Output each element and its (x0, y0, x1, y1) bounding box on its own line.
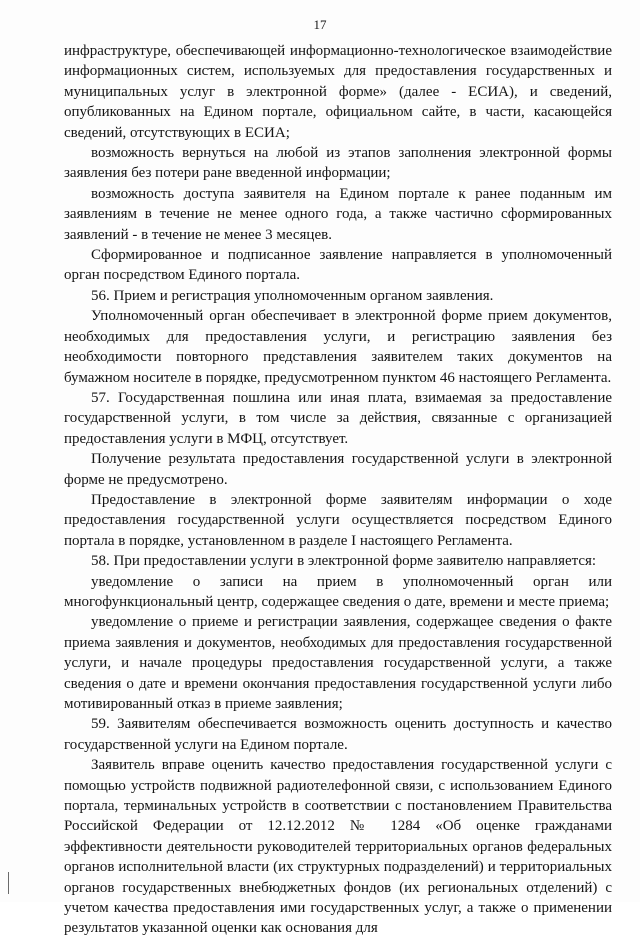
paragraph-item-57: 57. Государственная пошлина или иная плата, взимаемая за предоставление государственной услуги, в том числе за действия, связанные с организацией предоставления услуги в МФЦ, отсутствует. (64, 389, 612, 447)
paragraph-quality-evaluation: Заявитель вправе оценить качество предоставления государственной услуги с помощью устройств подвижной радиотелефонной связи, с использованием Единого портала, терминальных устройств в соответствии с постановлением Правительства Российской Федерации от 12.12.2012 № 1284 «Об оценке гражданами эффективности деятельности руководителей территориальных органов федеральных органов исполнительной власти (их структурных подразделений) и территориальных органов государственных внебюджетных фондов (их региональных отделений) с учетом качества предоставления ими государственных услуг, а также о применении результатов указанной оценки как основания для (64, 757, 612, 937)
paragraph-access-to-applications: возможность доступа заявителя на Едином портале к ранее поданным им заявлениям в течение не менее одного года, а также частично сформированных заявлений - в течение не менее 3 месяцев. (64, 185, 612, 243)
paragraph-result-not-provided: Получение результата предоставления государственной услуги в электронной форме не предусмотрено. (64, 451, 612, 488)
paragraph-appointment-notice: уведомление о записи на прием в уполномоченный орган или многофункциональный центр, содержащее сведения о дате, времени и месте приема; (64, 573, 612, 610)
paragraph-authority-reception: Уполномоченный орган обеспечивает в электронной форме прием документов, необходимых для предоставления услуги, и регистрацию заявления без необходимости повторного представления заявителем таких документов на бумажном носителе в порядке, предусмотренном пунктом 46 настоящего Регламента. (64, 308, 612, 386)
page-number: 17 (313, 17, 327, 32)
paragraph-return-to-steps: возможность вернуться на любой из этапов заполнения электронной формы заявления без потери ране введенной информации; (64, 145, 612, 182)
paragraph-progress-information: Предоставление в электронной форме заявителям информации о ходе предоставления государственной услуги осуществляется посредством Единого портала в порядке, установленном в разделе I настоящего Регламента. (64, 491, 612, 549)
paragraph-item-56: 56. Прием и регистрация уполномоченным органом заявления. (91, 287, 494, 304)
paragraph-registration-notice: уведомление о приеме и регистрации заявления, содержащее сведения о факте приема заявления и документов, необходимых для предоставления государственной услуги, и начале процедуры предоставления государственной услуги, а также сведения о дате и времени окончания предоставления государственной услуги либо мотивированный отказ в приеме заявления; (64, 614, 612, 712)
scan-edge-mark (8, 872, 9, 894)
paragraph-signed-application: Сформированное и подписанное заявление направляется в уполномоченный орган посредством Единого портала. (64, 247, 612, 284)
paragraph-esia-continuation: инфраструктуре, обеспечивающей информационно-технологическое взаимодействие информационных систем, используемых для предоставления государственных и муниципальных услуг в электронной форме» (далее - ЕСИА), и сведений, опубликованных на Едином портале, официальном сайте, в части, касающейся сведений, отсутствующих в ЕСИА; (64, 43, 612, 141)
paragraph-item-59: 59. Заявителям обеспечивается возможность оценить доступность и качество государственной услуги на Едином портале. (64, 716, 612, 753)
paragraph-item-58: 58. При предоставлении услуги в электронной форме заявителю направляется: (91, 553, 597, 570)
document-body (64, 41, 612, 939)
